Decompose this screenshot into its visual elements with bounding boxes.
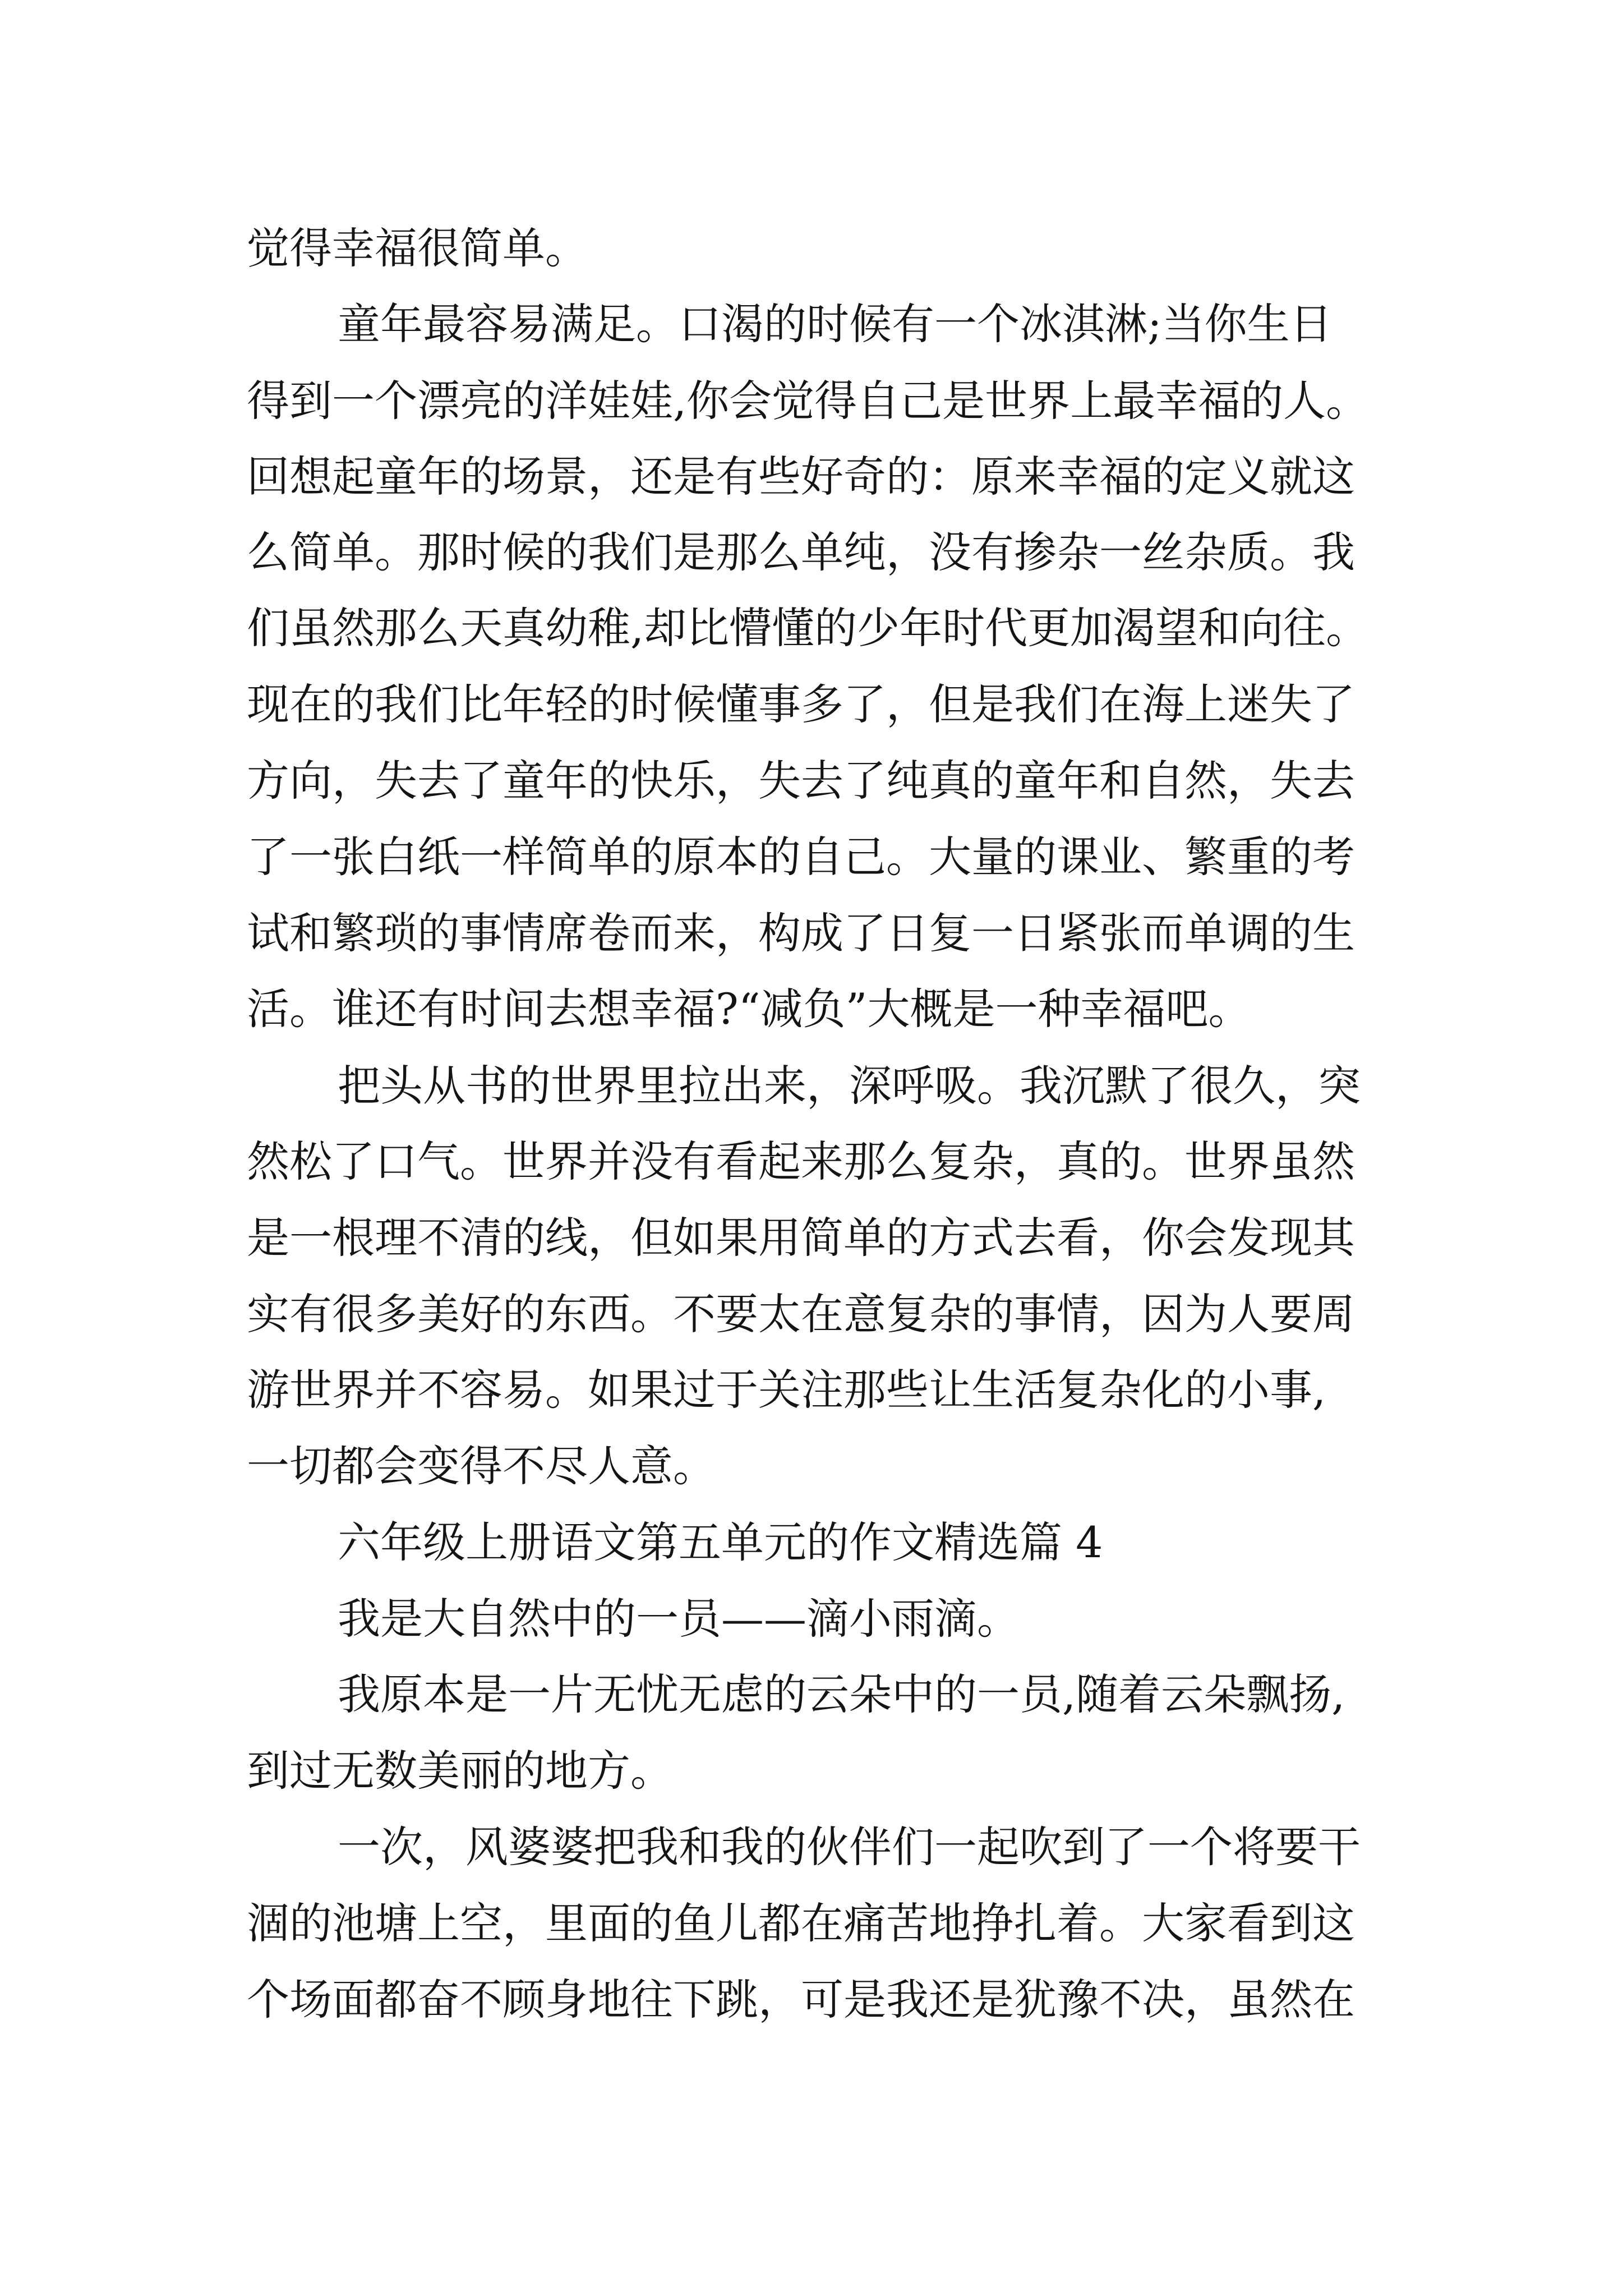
paragraph-start-line: 把头从书的世界里拉出来，深呼吸。我沉默了很久，突	[338, 1061, 1361, 1111]
text-line: 得到一个漂亮的洋娃娃,你会觉得自己是世界上最幸福的人。	[247, 376, 1369, 426]
text-line: 回想起童年的场景，还是有些好奇的：原来幸福的定义就这	[247, 452, 1355, 501]
text-line: 游世界并不容易。如果过于关注那些让生活复杂化的小事,	[247, 1365, 1326, 1415]
text-line: 一切都会变得不尽人意。	[247, 1441, 716, 1491]
text-line: 然松了口气。世界并没有看起来那么复杂，真的。世界虽然	[247, 1137, 1355, 1186]
text-line: 觉得幸福很简单。	[247, 223, 588, 273]
text-line: 们虽然那么天真幼稚,却比懵懂的少年时代更加渴望和向往。	[247, 603, 1369, 653]
paragraph-start-line: 童年最容易满足。口渴的时候有一个冰淇淋;当你生日	[338, 299, 1332, 349]
paragraph-start-line: 我是大自然中的一员——滴小雨滴。	[338, 1594, 1020, 1644]
text-line: 现在的我们比年轻的时候懂事多了，但是我们在海上迷失了	[247, 679, 1355, 729]
text-line: 么简单。那时候的我们是那么单纯，没有掺杂一丝杂质。我	[247, 527, 1355, 577]
text-line: 涸的池塘上空，里面的鱼儿都在痛苦地挣扎着。大家看到这	[247, 1898, 1355, 1948]
text-line: 方向，失去了童年的快乐，失去了纯真的童年和自然，失去	[247, 756, 1355, 806]
text-line: 实有很多美好的东西。不要太在意复杂的事情，因为人要周	[247, 1289, 1355, 1339]
section-heading: 六年级上册语文第五单元的作文精选篇 4	[338, 1517, 1103, 1567]
text-line: 是一根理不清的线，但如果用简单的方式去看，你会发现其	[247, 1213, 1355, 1263]
text-line: 试和繁琐的事情席卷而来，构成了日复一日紧张而单调的生	[247, 908, 1355, 958]
text-line: 活。谁还有时间去想幸福?“减负”大概是一种幸福吧。	[247, 984, 1251, 1034]
text-line: 个场面都奋不顾身地往下跳，可是我还是犹豫不决，虽然在	[247, 1975, 1355, 2024]
paragraph-start-line: 一次，风婆婆把我和我的伙伴们一起吹到了一个将要干	[338, 1822, 1361, 1872]
text-line: 了一张白纸一样简单的原本的自己。大量的课业、繁重的考	[247, 832, 1355, 882]
text-line: 到过无数美丽的地方。	[247, 1746, 673, 1796]
paragraph-start-line: 我原本是一片无忧无虑的云朵中的一员,随着云朵飘扬,	[338, 1669, 1345, 1719]
